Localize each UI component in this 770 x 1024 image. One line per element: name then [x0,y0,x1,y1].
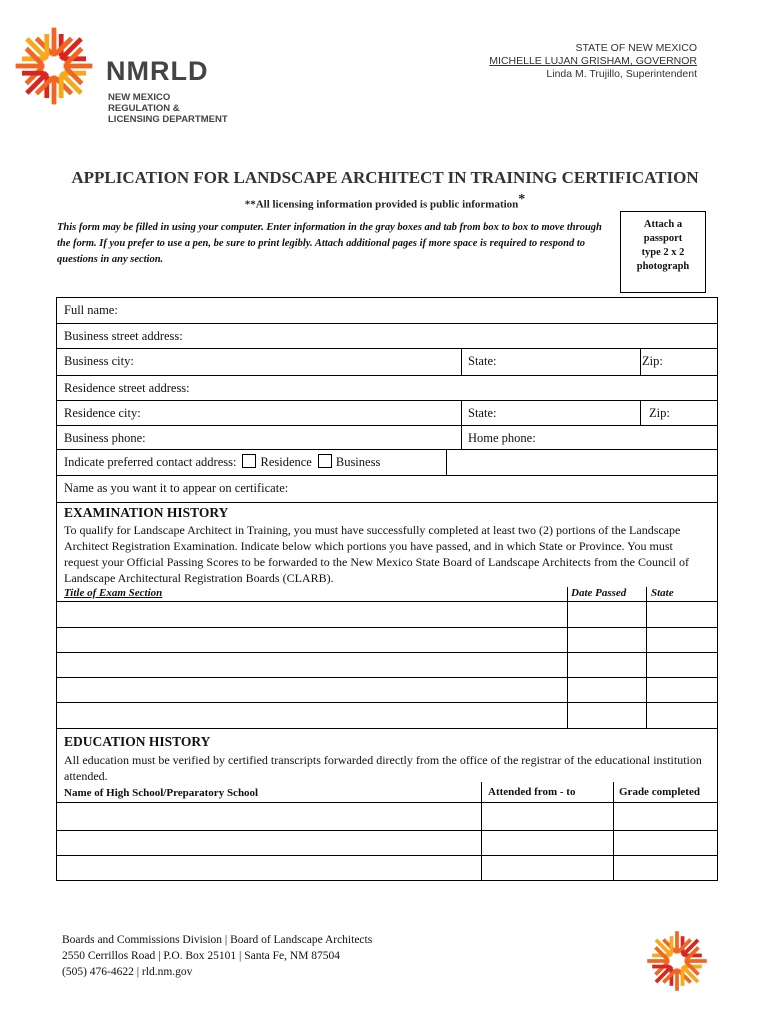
logo-ray [44,34,49,56]
business-checkbox[interactable] [318,454,332,468]
residence-street-label: Residence street address: [64,381,190,395]
education-row-3[interactable] [57,855,481,880]
edu-col-grade: Grade completed [619,786,700,798]
education-row-1[interactable] [57,802,481,830]
application-form [56,297,718,881]
business-phone-label: Business phone: [64,431,146,445]
business-street-field[interactable] [57,324,717,349]
exam-row-5[interactable] [57,702,567,728]
business-state-label: State: [468,354,497,368]
exam-history-heading: EXAMINATION HISTORY [64,505,229,520]
superintendent-name: Linda M. Trujillo, Superintendent [546,68,697,80]
state-name: STATE OF NEW MEXICO [575,42,697,54]
photo-box-line: Attach a [643,219,683,230]
photo-box[interactable] [620,211,706,293]
edu-col-school: Name of High School/Preparatory School [64,787,259,799]
nmrld-logo [14,26,94,106]
business-street-label: Business street address: [64,329,183,343]
governor-name: MICHELLE LUJAN GRISHAM, GOVERNOR [489,55,697,67]
footer-line: 2550 Cerrillos Road | P.O. Box 25101 | Santa Fe, NM 87504 [62,950,341,962]
brand-sub-line: NEW MEXICO [108,92,171,103]
brand-sub-line: REGULATION & [108,103,180,114]
preferred-contact-group [64,454,380,470]
public-note-text: **All licensing information provided is public information [244,198,519,211]
form-title: APPLICATION FOR LANDSCAPE ARCHITECT IN TRAINING CERTIFICATION [71,168,699,187]
business-option-label: Business [335,455,381,469]
residence-option-label: Residence [260,455,312,469]
logo-ray [670,936,674,953]
divider [613,782,614,880]
education-history-text: All education must be verified by certified transcripts forwarded directly from the office of the registrar of the educational institution attended. [64,753,702,783]
photo-box-line: photograph [636,261,690,272]
brand-name: NMRLD [106,56,209,86]
public-note-mark: * [518,192,526,207]
exam-row-1[interactable] [57,601,567,627]
full-name-label: Full name: [64,303,118,317]
footer [62,932,372,980]
exam-row-3[interactable] [57,652,567,677]
exam-row-2[interactable] [57,627,567,652]
education-history-heading: EDUCATION HISTORY [64,734,211,749]
divider [461,401,462,425]
residence-street-field[interactable] [57,376,717,401]
residence-city-label: Residence city: [64,406,141,420]
footer-line: (505) 476-4622 | rld.nm.gov [62,966,193,978]
logo-ray [59,76,64,98]
logo-ray [22,71,44,76]
education-row-2[interactable] [57,830,481,855]
footer-line: Boards and Commissions Division | Board of Landscape Architects [62,934,373,946]
business-city-row [57,349,717,376]
divider [640,401,641,425]
business-zip-label: Zip: [642,354,663,368]
preferred-contact-row [57,450,717,476]
residence-state-label: State: [468,406,497,420]
residence-city-row [57,401,717,426]
exam-col-title: Title of Exam Section [64,587,163,599]
certificate-name-field[interactable] [57,476,717,503]
business-city-label: Business city: [64,354,134,368]
full-name-field[interactable] [57,298,717,324]
residence-zip-label: Zip: [649,406,670,420]
divider [461,426,462,449]
photo-box-line: type 2 x 2 [641,247,685,258]
state-block [489,42,697,81]
divider [461,349,462,375]
preferred-contact-label: Indicate preferred contact address: [64,455,237,469]
divider [640,349,641,375]
divider [481,782,482,880]
public-note [0,192,770,211]
brand-subtitle [108,92,228,125]
logo-ray [681,968,685,985]
brand-sub-line: LICENSING DEPARTMENT [108,114,228,125]
exam-col-date: Date Passed [571,587,627,599]
divider [446,450,447,476]
photo-box-line: passport [643,233,683,244]
exam-col-state: State [651,587,674,599]
edu-col-attended: Attended from - to [488,786,576,798]
logo-ray [652,965,669,969]
divider [646,587,647,728]
divider [567,587,568,728]
certificate-name-label: Name as you want it to appear on certificate: [64,481,289,495]
residence-checkbox[interactable] [242,454,256,468]
home-phone-label: Home phone: [468,431,536,445]
intro-instructions: This form may be filled in using your computer. Enter information in the gray boxes and tab from box to box to move through the form. If you prefer to use a pen, be sure to print legibly. Attach additional pages if more space is required to respond to questions in any section. [57,222,602,265]
nmrld-logo-small [646,930,708,992]
exam-history-text: To qualify for Landscape Architect in Training, you must have successfully completed at least two (2) portions of the Landscape Architect Registration Examination. Indicate below which portions you have passed, and in which State or Province. You must request your Official Passing Scores to be forwarded to the New Mexico State Board of Landscape Architects from the Council of Landscape Architectural Registration Boards (CLARB). [64,523,689,585]
phone-row [57,426,717,450]
exam-row-4[interactable] [57,677,567,702]
